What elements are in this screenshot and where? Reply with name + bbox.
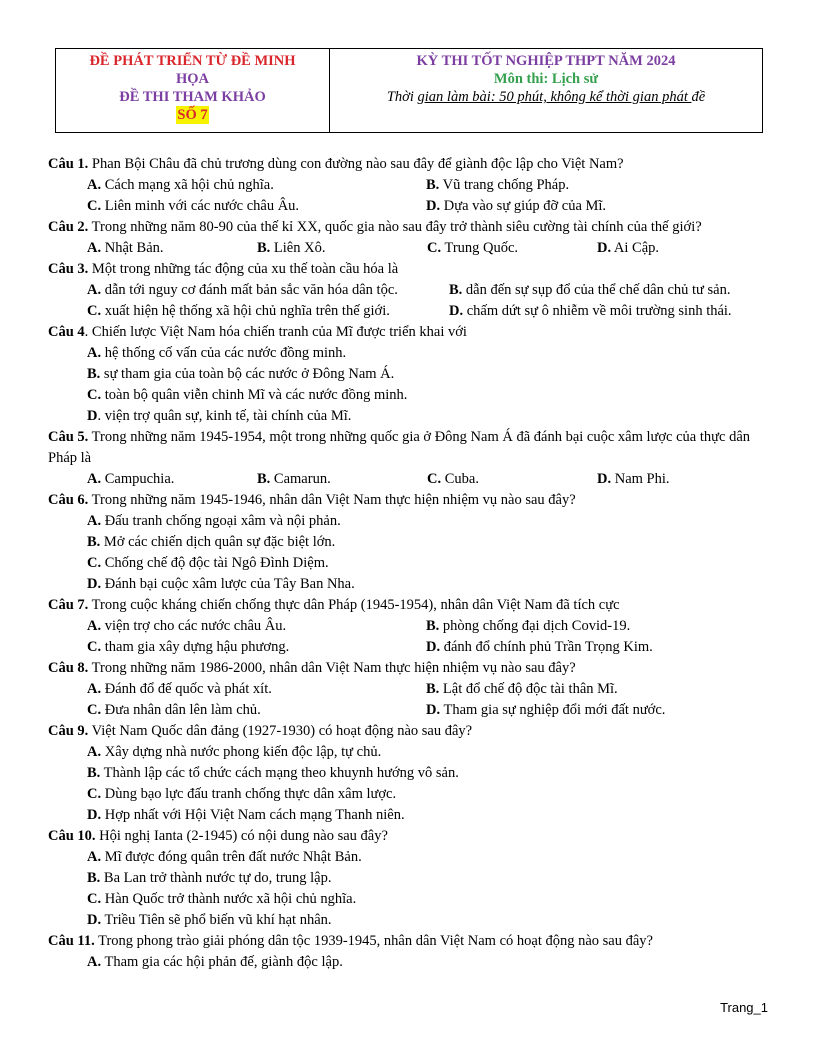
answer-label: C. bbox=[87, 555, 102, 571]
header-right-cell bbox=[330, 49, 763, 133]
question-1 bbox=[48, 154, 770, 175]
answer-label: B. bbox=[426, 177, 440, 193]
answer-text: viện trợ cho các nước châu Âu. bbox=[101, 618, 287, 634]
answer-option bbox=[257, 238, 427, 259]
header-reference-title: ĐỀ THI THAM KHẢO bbox=[119, 89, 266, 105]
question-text: Phan Bội Châu đã chủ trương dùng con đường nào sau đây để giành độc lập cho Việt Nam? bbox=[88, 156, 624, 172]
answer-row bbox=[48, 175, 770, 196]
question-text: Trong phong trào giải phóng dân tộc 1939-1945, nhân dân Việt Nam có hoạt động nào sau đây? bbox=[94, 933, 653, 949]
answer-row bbox=[48, 469, 770, 490]
answer-label: B. bbox=[426, 618, 440, 634]
exam-duration bbox=[334, 88, 758, 106]
answer-label: C. bbox=[87, 891, 102, 907]
question-text: . Chiến lược Việt Nam hóa chiến tranh của Mĩ được triển khai với bbox=[84, 324, 467, 340]
question-number: Câu 2. bbox=[48, 219, 89, 235]
answer-label: A. bbox=[87, 954, 102, 970]
answer-row bbox=[48, 679, 770, 700]
answer-label: A. bbox=[87, 849, 102, 865]
exam-subject: Môn thi: Lịch sử bbox=[493, 71, 599, 87]
answer-text: Nhật Bản. bbox=[101, 240, 164, 256]
question-text: Trong những năm 1945-1946, nhân dân Việt Nam thực hiện nhiệm vụ nào sau đây? bbox=[88, 492, 576, 508]
answer-option bbox=[48, 742, 770, 763]
answer-text: Đấu tranh chống ngoại xâm và nội phản. bbox=[101, 513, 341, 529]
answer-option bbox=[48, 385, 770, 406]
answer-label: A. bbox=[87, 177, 102, 193]
answer-option bbox=[87, 301, 449, 322]
answer-text: tham gia xây dựng hậu phương. bbox=[101, 639, 290, 655]
answer-option bbox=[427, 238, 597, 259]
question-10 bbox=[48, 826, 770, 847]
exam-duration-part1: Thời bbox=[386, 89, 418, 105]
answer-label: C. bbox=[427, 471, 442, 487]
answer-label: A. bbox=[87, 345, 102, 361]
exam-duration-part2: gian làm bài: 50 phút, không kể thời gian phát bbox=[417, 89, 692, 105]
answer-label: B. bbox=[449, 282, 463, 298]
question-list bbox=[48, 154, 770, 973]
question-3 bbox=[48, 259, 770, 280]
answer-text: Chống chế độ độc tài Ngô Đình Diệm. bbox=[101, 555, 329, 571]
answer-option bbox=[87, 469, 257, 490]
answer-label: A. bbox=[87, 618, 102, 634]
answer-text: Nam Phi. bbox=[611, 471, 670, 487]
answer-label: C. bbox=[87, 387, 102, 403]
exam-duration-part3: đề bbox=[691, 89, 706, 105]
answer-option bbox=[426, 700, 665, 721]
answer-label: A. bbox=[87, 513, 102, 529]
answer-option bbox=[449, 301, 732, 322]
answer-text: dẫn tới nguy cơ đánh mất bản sắc văn hóa dân tộc. bbox=[101, 282, 398, 298]
question-number: Câu 6. bbox=[48, 492, 89, 508]
answer-text: toàn bộ quân viễn chinh Mĩ và các nước đồng minh. bbox=[101, 387, 408, 403]
question-number: Câu 10. bbox=[48, 828, 96, 844]
answer-text: Camarun. bbox=[270, 471, 331, 487]
answer-label: B. bbox=[257, 240, 271, 256]
answer-row bbox=[48, 238, 770, 259]
answer-text: Liên Xô. bbox=[270, 240, 326, 256]
question-text: Trong những năm 80-90 của thế kỉ XX, quốc gia nào sau đây trở thành siêu cường tài chính của thế giới? bbox=[88, 219, 702, 235]
answer-text: Cuba. bbox=[441, 471, 479, 487]
answer-option bbox=[48, 364, 770, 385]
answer-option bbox=[87, 700, 426, 721]
answer-label: D. bbox=[87, 912, 102, 928]
answer-label: C. bbox=[87, 198, 102, 214]
answer-option bbox=[48, 532, 770, 553]
question-number: Câu 7. bbox=[48, 597, 89, 613]
answer-text: Mở các chiến dịch quân sự đặc biệt lớn. bbox=[100, 534, 336, 550]
question-7 bbox=[48, 595, 770, 616]
question-number: Câu 11. bbox=[48, 933, 95, 949]
exam-number-badge: SỐ 7 bbox=[177, 107, 208, 123]
answer-label: D. bbox=[426, 702, 441, 718]
exam-header-table bbox=[55, 48, 763, 133]
answer-text: Liên minh với các nước châu Âu. bbox=[101, 198, 300, 214]
question-6 bbox=[48, 490, 770, 511]
page-number: Trang_1 bbox=[720, 1000, 768, 1015]
answer-label: A. bbox=[87, 744, 102, 760]
answer-label: D. bbox=[449, 303, 464, 319]
answer-label: C. bbox=[87, 702, 102, 718]
answer-label: D. bbox=[597, 240, 612, 256]
answer-text: hệ thống cố vấn của các nước đồng minh. bbox=[101, 345, 347, 361]
answer-text: Hợp nhất với Hội Việt Nam cách mạng Thanh niên. bbox=[101, 807, 405, 823]
header-source-line1: ĐỀ PHÁT TRIỂN TỪ ĐỀ MINH bbox=[89, 53, 296, 69]
question-number: Câu 1. bbox=[48, 156, 89, 172]
answer-option bbox=[48, 847, 770, 868]
answer-row bbox=[48, 301, 770, 322]
header-left-cell bbox=[56, 49, 330, 133]
answer-option bbox=[48, 952, 770, 973]
answer-option bbox=[426, 196, 606, 217]
question-text: Việt Nam Quốc dân đảng (1927-1930) có hoạt động nào sau đây? bbox=[88, 723, 473, 739]
question-number: Câu 3. bbox=[48, 261, 89, 277]
answer-text: Triều Tiên sẽ phổ biến vũ khí hạt nhân. bbox=[101, 912, 332, 928]
answer-label: B. bbox=[87, 765, 101, 781]
answer-text: Dùng bạo lực đấu tranh chống thực dân xâm lược. bbox=[101, 786, 397, 802]
answer-text: Campuchia. bbox=[101, 471, 175, 487]
answer-option bbox=[449, 280, 730, 301]
answer-option bbox=[48, 511, 770, 532]
answer-option bbox=[257, 469, 427, 490]
answer-option bbox=[48, 784, 770, 805]
answer-label: D. bbox=[426, 198, 441, 214]
question-4 bbox=[48, 322, 770, 343]
answer-text: Đánh đổ đế quốc và phát xít. bbox=[101, 681, 272, 697]
answer-option bbox=[87, 637, 426, 658]
answer-label: A. bbox=[87, 471, 102, 487]
answer-option bbox=[87, 175, 426, 196]
answer-label: C. bbox=[427, 240, 442, 256]
question-number: Câu 9. bbox=[48, 723, 89, 739]
answer-option bbox=[427, 469, 597, 490]
answer-option bbox=[87, 616, 426, 637]
answer-text: xuất hiện hệ thống xã hội chủ nghĩa trên thế giới. bbox=[101, 303, 390, 319]
question-number: Câu 4 bbox=[48, 324, 85, 340]
question-number: Câu 8. bbox=[48, 660, 89, 676]
answer-option bbox=[48, 805, 770, 826]
answer-option bbox=[48, 343, 770, 364]
answer-label: C. bbox=[87, 786, 102, 802]
question-number: Câu 5. bbox=[48, 429, 89, 445]
answer-label: A. bbox=[87, 240, 102, 256]
answer-text: Đánh bại cuộc xâm lược của Tây Ban Nha. bbox=[101, 576, 355, 592]
answer-label: D. bbox=[87, 576, 102, 592]
answer-option bbox=[48, 406, 770, 427]
answer-text: Cách mạng xã hội chủ nghĩa. bbox=[101, 177, 274, 193]
answer-option bbox=[597, 238, 767, 259]
answer-option bbox=[426, 637, 653, 658]
answer-option bbox=[48, 868, 770, 889]
answer-text: Ba Lan trở thành nước tự do, trung lập. bbox=[100, 870, 332, 886]
answer-text: sự tham gia của toàn bộ các nước ở Đông Nam Á. bbox=[100, 366, 395, 382]
answer-option bbox=[87, 238, 257, 259]
answer-option bbox=[87, 196, 426, 217]
answer-text: . viện trợ quân sự, kinh tế, tài chính của Mĩ. bbox=[97, 408, 352, 424]
answer-option bbox=[426, 679, 618, 700]
answer-text: Ai Cập. bbox=[611, 240, 660, 256]
answer-text: dẫn đến sự sụp đổ của thể chế dân chủ tư sản. bbox=[462, 282, 731, 298]
answer-row bbox=[48, 700, 770, 721]
answer-text: Đưa nhân dân lên làm chủ. bbox=[101, 702, 261, 718]
answer-text: Thành lập các tổ chức cách mạng theo khuynh hướng vô sản. bbox=[100, 765, 459, 781]
answer-option bbox=[48, 889, 770, 910]
answer-text: Vũ trang chống Pháp. bbox=[439, 177, 570, 193]
answer-row bbox=[48, 280, 770, 301]
answer-label: D bbox=[87, 408, 98, 424]
answer-text: Dựa vào sự giúp đỡ của Mĩ. bbox=[440, 198, 607, 214]
answer-label: D. bbox=[87, 807, 102, 823]
question-text: Trong những năm 1945-1954, một trong những quốc gia ở Đông Nam Á đã đánh bại cuộc xâm lược của thực dân Pháp là bbox=[48, 429, 751, 466]
answer-label: D. bbox=[597, 471, 612, 487]
header-source-line2: HỌA bbox=[175, 71, 210, 87]
question-text: Hội nghị Ianta (2-1945) có nội dung nào sau đây? bbox=[95, 828, 388, 844]
answer-text: Tham gia sự nghiệp đổi mới đất nước. bbox=[440, 702, 666, 718]
answer-text: Mĩ được đóng quân trên đất nước Nhật Bản. bbox=[101, 849, 362, 865]
answer-option bbox=[48, 574, 770, 595]
answer-label: D. bbox=[426, 639, 441, 655]
answer-option bbox=[48, 910, 770, 931]
answer-text: Trung Quốc. bbox=[441, 240, 519, 256]
answer-label: C. bbox=[87, 639, 102, 655]
question-text: Trong cuộc kháng chiến chống thực dân Pháp (1945-1954), nhân dân Việt Nam đã tích cực bbox=[88, 597, 620, 613]
answer-text: Xây dựng nhà nước phong kiến độc lập, tự chủ. bbox=[101, 744, 382, 760]
answer-option bbox=[426, 175, 569, 196]
answer-text: chấm dứt sự ô nhiễm về môi trường sinh thái. bbox=[463, 303, 732, 319]
question-2 bbox=[48, 217, 770, 238]
answer-label: A. bbox=[87, 282, 102, 298]
question-text: Trong những năm 1986-2000, nhân dân Việt Nam thực hiện nhiệm vụ nào sau đây? bbox=[88, 660, 576, 676]
answer-label: B. bbox=[87, 870, 101, 886]
answer-label: C. bbox=[87, 303, 102, 319]
answer-label: A. bbox=[87, 681, 102, 697]
answer-label: B. bbox=[257, 471, 271, 487]
answer-row bbox=[48, 196, 770, 217]
question-text: Một trong những tác động của xu thế toàn cầu hóa là bbox=[88, 261, 399, 277]
answer-option bbox=[48, 763, 770, 784]
answer-option bbox=[87, 280, 449, 301]
answer-label: B. bbox=[87, 366, 101, 382]
answer-option bbox=[426, 616, 630, 637]
answer-text: đánh đổ chính phủ Trần Trọng Kim. bbox=[440, 639, 653, 655]
answer-option bbox=[48, 553, 770, 574]
answer-option bbox=[87, 679, 426, 700]
answer-text: Hàn Quốc trở thành nước xã hội chủ nghĩa. bbox=[101, 891, 357, 907]
question-11 bbox=[48, 931, 770, 952]
answer-row bbox=[48, 616, 770, 637]
question-9 bbox=[48, 721, 770, 742]
answer-label: B. bbox=[87, 534, 101, 550]
answer-label: B. bbox=[426, 681, 440, 697]
answer-option bbox=[597, 469, 767, 490]
exam-title: KỲ THI TỐT NGHIỆP THPT NĂM 2024 bbox=[416, 53, 676, 69]
question-5 bbox=[48, 427, 770, 469]
question-8 bbox=[48, 658, 770, 679]
answer-text: Lật đổ chế độ độc tài thân Mĩ. bbox=[439, 681, 618, 697]
answer-text: phòng chống đại dịch Covid-19. bbox=[439, 618, 631, 634]
answer-text: Tham gia các hội phản đế, giành độc lập. bbox=[101, 954, 343, 970]
answer-row bbox=[48, 637, 770, 658]
